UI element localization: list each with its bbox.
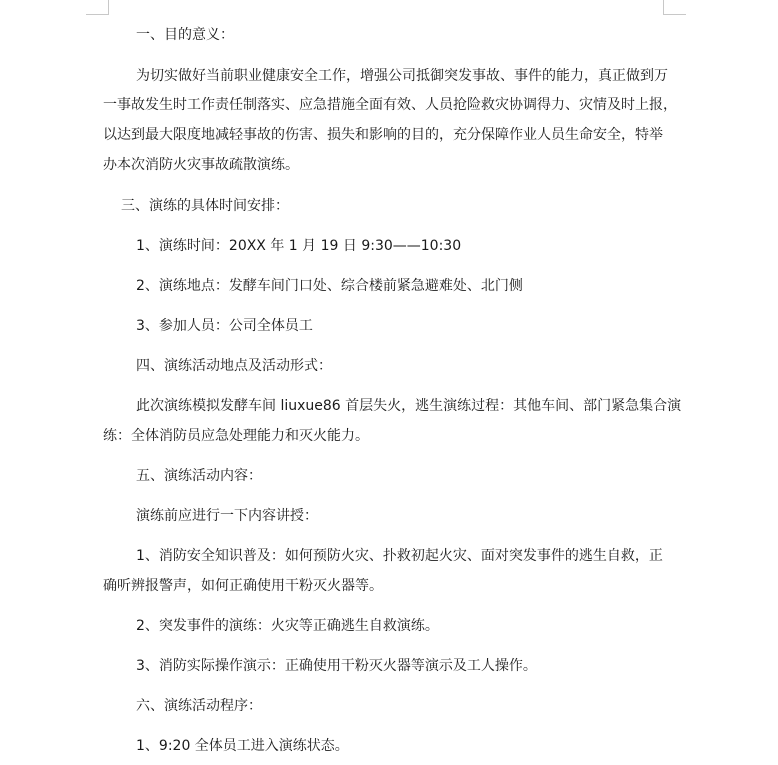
list-item: 3、消防实际操作演示：正确使用干粉灭火器等演示及工人操作。 bbox=[136, 658, 537, 674]
heading-location-form: 四、演练活动地点及活动形式： bbox=[136, 358, 332, 374]
paragraph-line: 练：全体消防员应急处理能力和灭火能力。 bbox=[103, 428, 369, 444]
list-item: 1、消防安全知识普及：如何预防火灾、扑救初起火灾、面对突发事件的逃生自救，正 bbox=[136, 548, 663, 564]
list-item: 1、演练时间：20XX 年 1 月 19 日 9:30——10:30 bbox=[136, 238, 462, 254]
heading-schedule: 三、演练的具体时间安排： bbox=[121, 198, 289, 214]
list-item: 3、参加人员：公司全体员工 bbox=[136, 318, 313, 334]
heading-purpose: 一、目的意义： bbox=[136, 27, 234, 43]
crop-mark-top-right bbox=[663, 0, 686, 15]
heading-procedure: 六、演练活动程序： bbox=[136, 698, 262, 714]
crop-mark-top-left bbox=[86, 0, 109, 15]
list-item: 1、9:20 全体员工进入演练状态。 bbox=[136, 738, 349, 754]
list-item: 2、演练地点：发酵车间门口处、综合楼前紧急避难处、北门侧 bbox=[136, 278, 523, 294]
heading-content: 五、演练活动内容： bbox=[136, 468, 262, 484]
paragraph-line: 办本次消防火灾事故疏散演练。 bbox=[103, 157, 299, 173]
paragraph-line: 此次演练模拟发酵车间 liuxue86 首层失火，逃生演练过程：其他车间、部门紧急集合演 bbox=[136, 398, 682, 414]
paragraph-line: 为切实做好当前职业健康安全工作，增强公司抵御突发事故、事件的能力，真正做到万 bbox=[136, 68, 668, 84]
list-item-continuation: 确听辨报警声，如何正确使用干粉灭火器等。 bbox=[103, 578, 383, 594]
paragraph-line: 一事故发生时工作责任制落实、应急措施全面有效、人员抢险救灾协调得力、灾情及时上报， bbox=[103, 97, 677, 113]
paragraph-line: 以达到最大限度地减轻事故的伤害、损失和影响的目的，充分保障作业人员生命安全，特举 bbox=[103, 127, 663, 143]
paragraph-line: 演练前应进行一下内容讲授： bbox=[136, 508, 318, 524]
list-item: 2、突发事件的演练：火灾等正确逃生自救演练。 bbox=[136, 618, 439, 634]
